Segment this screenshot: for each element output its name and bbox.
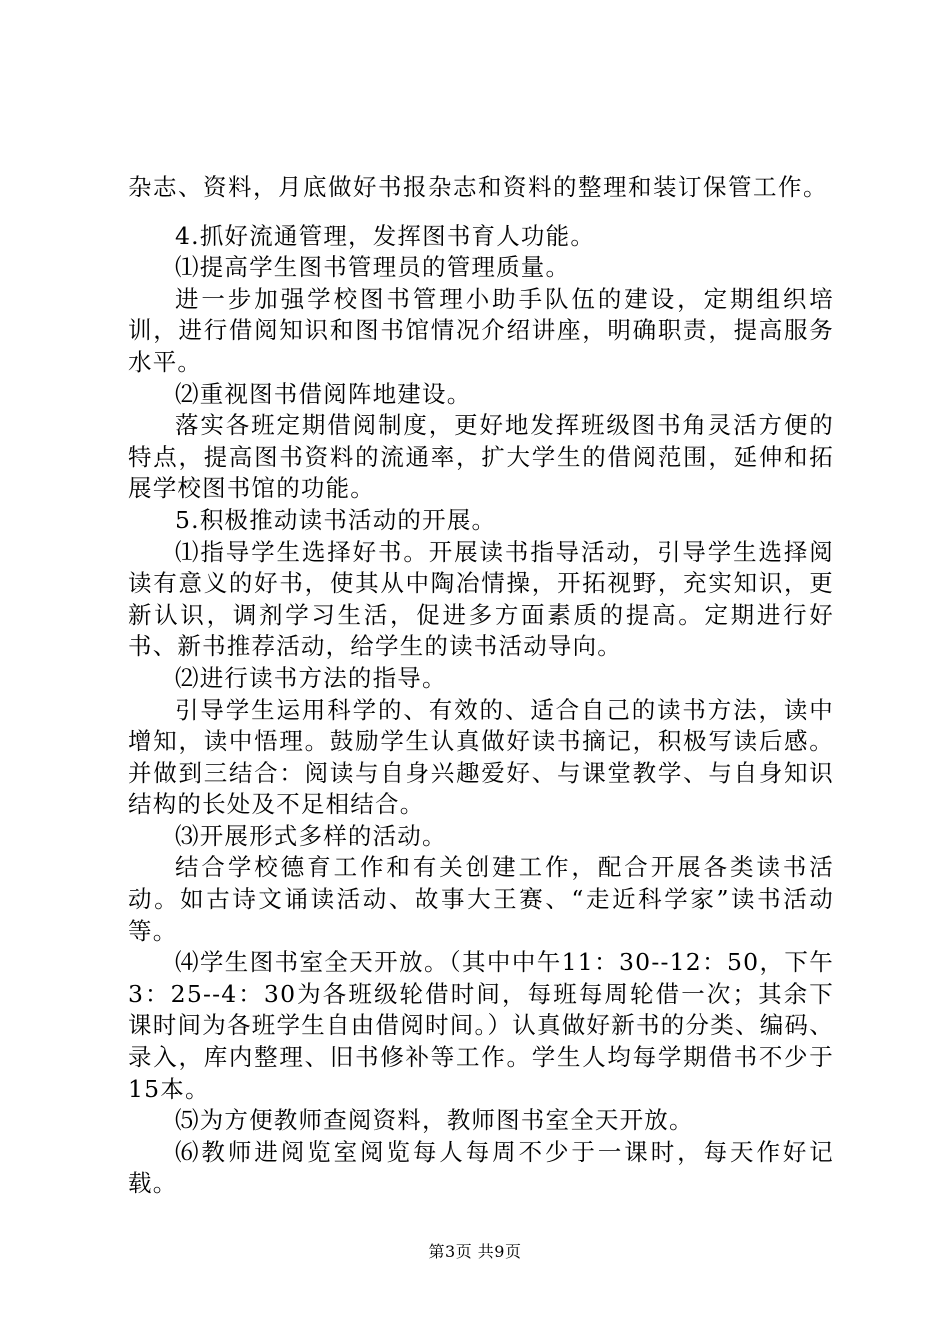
paragraph-5-2: 引导学生运用科学的、有效的、适合自己的读书方法，读中增知，读中悟理。鼓励学生认真做好读书摘记，积极写读后感。并做到三结合：阅读与自身兴趣爱好、与课堂教学、与自身知识结构的长处及不足相结合。 bbox=[128, 695, 834, 819]
paragraph-4-1: 进一步加强学校图书管理小助手队伍的建设，定期组织培训，进行借阅知识和图书馆情况介绍讲座，明确职责，提高服务水平。 bbox=[128, 284, 834, 376]
paragraph-4-2: 落实各班定期借阅制度，更好地发挥班级图书角灵活方便的特点，提高图书资料的流通率，扩大学生的借阅范围，延伸和拓展学校图书馆的功能。 bbox=[128, 411, 834, 503]
document-body bbox=[128, 172, 834, 1200]
paragraph-5-4: ⑷学生图书室全天开放。（其中中午11：30--12：50，下午3：25--4：30为各班级轮借时间，每班每周轮借一次；其余下课时间为各班学生自由借阅时间。）认真做好新书的分类、编码、录入，库内整理、旧书修补等工作。学生人均每学期借书不少于15本。 bbox=[128, 948, 834, 1103]
paragraph-continuation: 杂志、资料，月底做好书报杂志和资料的整理和装订保管工作。 bbox=[128, 173, 828, 201]
subheading-4-1: ⑴提高学生图书管理员的管理质量。 bbox=[175, 253, 571, 282]
paragraph-5-3: 结合学校德育工作和有关创建工作，配合开展各类读书活动。如古诗文诵读活动、故事大王赛、“走近科学家”读书活动等。 bbox=[128, 853, 834, 945]
paragraph-5-1: ⑴指导学生选择好书。开展读书指导活动，引导学生选择阅读有意义的好书，使其从中陶冶情操，开拓视野，充实知识，更新认识，调剂学习生活，促进多方面素质的提高。定期进行好书、新书推荐活动，给学生的读书活动导向。 bbox=[128, 537, 834, 661]
page-number-footer: 第3页 共9页 bbox=[428, 1242, 522, 1261]
subheading-4-2: ⑵重视图书借阅阵地建设。 bbox=[175, 379, 472, 408]
section-heading-5: 5.积极推动读书活动的开展。 bbox=[175, 505, 497, 534]
subheading-5-3: ⑶开展形式多样的活动。 bbox=[175, 821, 447, 850]
paragraph-5-5: ⑸为方便教师查阅资料，教师图书室全天开放。 bbox=[175, 1106, 694, 1135]
paragraph-5-6: ⑹教师进阅览室阅览每人每周不少于一课时，每天作好记载。 bbox=[128, 1137, 834, 1198]
section-heading-4: 4.抓好流通管理，发挥图书育人功能。 bbox=[175, 221, 596, 250]
subheading-5-2: ⑵进行读书方法的指导。 bbox=[175, 663, 447, 692]
